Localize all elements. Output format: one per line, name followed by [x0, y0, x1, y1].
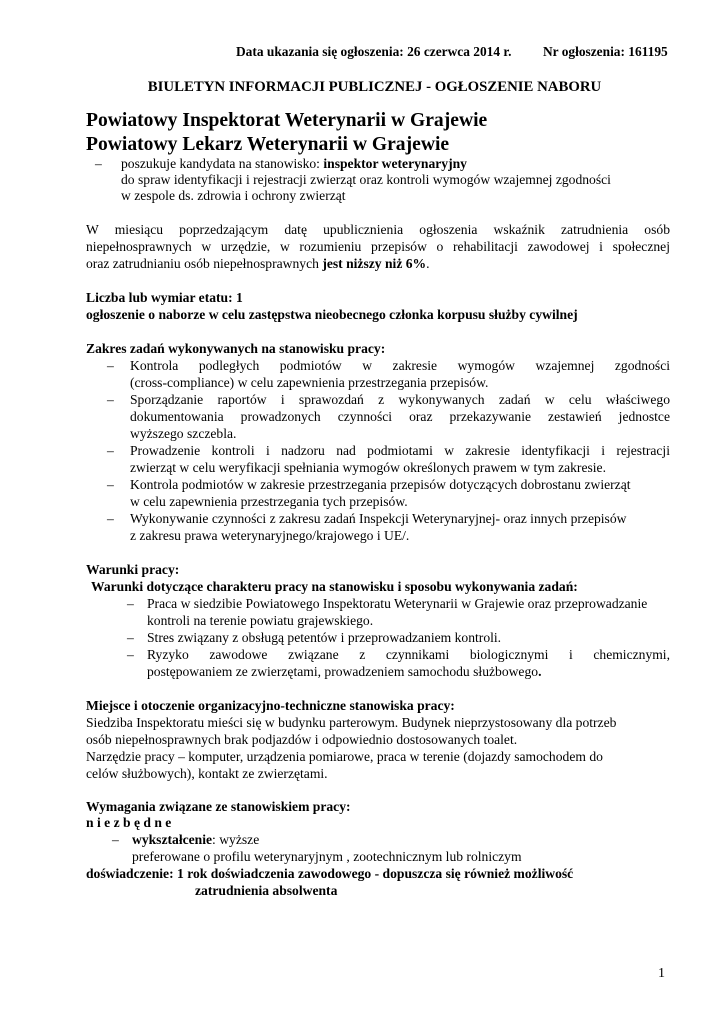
- bulletin-title: BIULETYN INFORMACJI PUBLICZNEJ - OGŁOSZENIE NABORU: [147, 79, 602, 95]
- duty-line: z zakresu prawa weterynaryjnego/krajowego i UE/.: [130, 528, 410, 543]
- condition-bullet: –: [127, 647, 134, 662]
- duty-line: (cross-compliance) w celu zapewnienia przestrzegania przepisów.: [130, 375, 489, 390]
- duty-bullet: –: [107, 392, 114, 407]
- duty-line: wyższego szczebla.: [130, 426, 237, 441]
- announcement-number: Nr ogłoszenia: 161195: [543, 44, 668, 59]
- announcement-date: Data ukazania się ogłoszenia: 26 czerwca 2014 r.: [236, 44, 512, 59]
- education-label: wykształcenie: [132, 832, 213, 847]
- education-bullet: –: [112, 832, 119, 847]
- duty-line: Prowadzenie kontroli i nadzoru nad podmiotami w zakresie identyfikacji i rejestracji: [130, 443, 670, 458]
- conditions-subheading: Warunki dotyczące charakteru pracy na stanowisku i sposobu wykonywania zadań:: [91, 579, 578, 594]
- indicator-line2: niepełnosprawnych w urzędzie, w rozumieniu przepisów o rehabilitacji zawodowej i społecznej: [86, 239, 670, 254]
- experience-line: doświadczenie: 1 rok doświadczenia zawodowego - dopuszcza się również możliwość: [86, 866, 574, 881]
- duty-line: Kontrola podmiotów w zakresie przestrzegania przepisów dotyczących dobrostanu zwierząt: [130, 477, 631, 492]
- requirements-necessary: n i e z b ę d n e: [86, 815, 172, 830]
- institution-head: Powiatowy Lekarz Weterynarii w Grajewie: [86, 134, 450, 155]
- condition-line-text: postępowaniem ze zwierzętami, prowadzeniem samochodu służbowego: [147, 664, 539, 679]
- condition-line: kontroli na terenie powiatu grajewskiego.: [147, 613, 374, 628]
- workplace-line: Siedziba Inspektoratu mieści się w budynku parterowym. Budynek nieprzystosowany dla potrzeb: [86, 715, 617, 730]
- condition-bullet: –: [127, 630, 134, 645]
- indicator-line3-text: oraz zatrudnianiu osób niepełnosprawnych: [86, 256, 319, 271]
- workload-note: ogłoszenie o naborze w celu zastępstwa nieobecnego członka korpusu służby cywilnej: [86, 307, 578, 322]
- indicator-period: .: [426, 256, 430, 271]
- duty-line: Sporządzanie raportów i sprawozdań z wykonywanych zadań w celu właściwego: [130, 392, 670, 407]
- condition-line: Praca w siedzibie Powiatowego Inspektoratu Weterynarii w Grajewie oraz przeprowadzanie: [147, 596, 648, 611]
- duty-bullet: –: [107, 443, 114, 458]
- position-intro: [121, 156, 467, 173]
- page-number: 1: [658, 966, 665, 981]
- education-preference: preferowane o profilu weterynaryjnym , zootechnicznym lub rolniczym: [132, 849, 522, 864]
- position-intro-text: poszukuje kandydata na stanowisko:: [121, 156, 320, 171]
- duty-bullet: –: [107, 477, 114, 492]
- education-value: : wyższe: [212, 832, 260, 847]
- position-dash: –: [95, 156, 102, 171]
- condition-bullet: –: [127, 596, 134, 611]
- conditions-heading: Warunki pracy:: [86, 562, 180, 577]
- duties-heading: Zakres zadań wykonywanych na stanowisku pracy:: [86, 341, 386, 356]
- duty-bullet: –: [107, 511, 114, 526]
- position-title: inspektor weterynaryjny: [323, 156, 467, 171]
- duty-line: Wykonywanie czynności z zakresu zadań Inspekcji Weterynaryjnej- oraz innych przepisów: [130, 511, 627, 526]
- condition-line: Ryzyko zawodowe związane z czynnikami biologicznymi i chemicznymi,: [147, 647, 670, 662]
- indicator-line1: W miesiącu poprzedzającym datę upublicznienia ogłoszenia wskaźnik zatrudnienia osób: [86, 222, 670, 237]
- workplace-heading: Miejsce i otoczenie organizacyjno-techniczne stanowiska pracy:: [86, 698, 455, 713]
- education-row: [132, 832, 259, 849]
- duty-line: zwierząt w celu weryfikacji spełniania wymogów określonych prawem w tym zakresie.: [130, 460, 606, 475]
- institution-name: Powiatowy Inspektorat Weterynarii w Grajewie: [86, 110, 488, 131]
- position-scope: do spraw identyfikacji i rejestracji zwierząt oraz kontroli wymogów wzajemnej zgodności: [121, 172, 611, 187]
- indicator-value: jest niższy niż 6%: [322, 256, 427, 271]
- position-team: w zespole ds. zdrowia i ochrony zwierząt: [121, 188, 346, 203]
- workplace-line: osób niepełnosprawnych brak podjazdów i odpowiednio dostosowanych toalet.: [86, 732, 518, 747]
- condition-period: .: [538, 664, 542, 679]
- duty-line: dokumentowania prowadzonych czynności oraz przekazywanie zestawień jednostce: [130, 409, 670, 424]
- workload-heading: Liczba lub wymiar etatu: 1: [86, 290, 243, 305]
- workplace-line: celów służbowych), kontakt ze zwierzętami.: [86, 766, 328, 781]
- workplace-line: Narzędzie pracy – komputer, urządzenia pomiarowe, praca w terenie (dojazdy samochodem do: [86, 749, 603, 764]
- requirements-heading: Wymagania związane ze stanowiskiem pracy:: [86, 799, 351, 814]
- duty-line: w celu zapewnienia przestrzegania tych przepisów.: [130, 494, 408, 509]
- experience-graduate: zatrudnienia absolwenta: [195, 883, 338, 898]
- indicator-line3: [86, 256, 430, 273]
- duty-line: Kontrola podległych podmiotów w zakresie wymogów wzajemnej zgodności: [130, 358, 670, 373]
- condition-line: [147, 664, 541, 681]
- duty-bullet: –: [107, 358, 114, 373]
- condition-line: Stres związany z obsługą petentów i przeprowadzaniem kontroli.: [147, 630, 502, 645]
